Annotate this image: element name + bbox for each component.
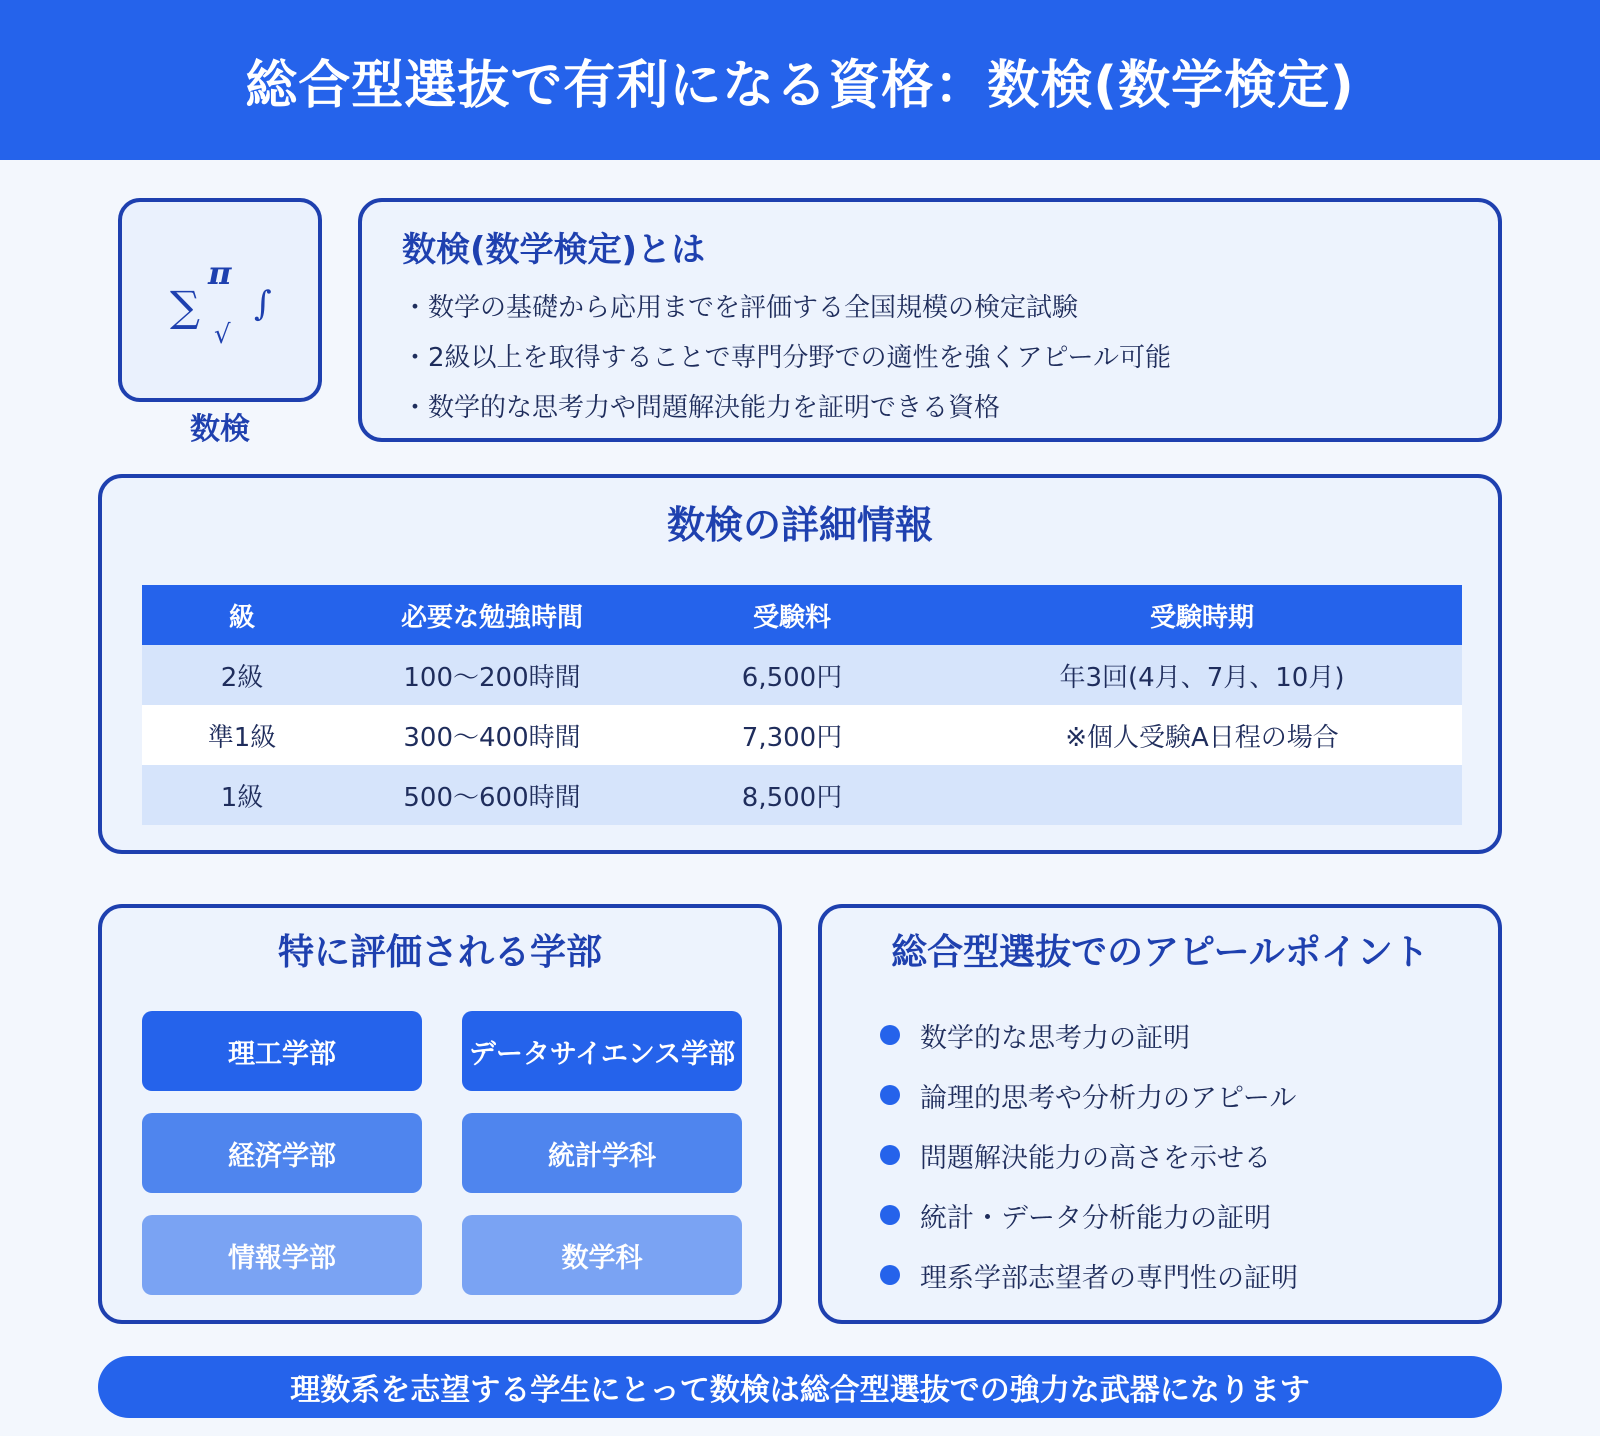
bullet-dot-icon xyxy=(880,1085,900,1105)
table-cell: 1級 xyxy=(142,765,342,825)
table-cell: 300〜400時間 xyxy=(342,705,642,765)
sqrt-icon: √ xyxy=(214,320,231,350)
list-item xyxy=(880,1245,1448,1305)
bullet-dot-icon xyxy=(880,1025,900,1045)
appeal-title: 総合型選抜でのアピールポイント xyxy=(891,932,1429,973)
table-cell: 年3回(4月、7月、10月) xyxy=(942,645,1462,705)
footer-text: 理数系を志望する学生にとって数検は総合型選抜での強力な武器になります xyxy=(290,1373,1310,1408)
table-row xyxy=(142,645,1462,705)
about-list xyxy=(402,283,1458,433)
faculties-card xyxy=(98,904,782,1324)
appeal-item-text: 理系学部志望者の専門性の証明 xyxy=(920,1262,1298,1294)
table-cell: ※個人受験A日程の場合 xyxy=(942,705,1462,765)
about-card xyxy=(358,198,1502,442)
table-row xyxy=(142,765,1462,825)
table-cell: 2級 xyxy=(142,645,342,705)
page-header xyxy=(0,0,1600,160)
column-header-study-time: 必要な勉強時間 xyxy=(342,585,642,645)
table-cell: 7,300円 xyxy=(642,705,942,765)
details-table xyxy=(142,585,1462,825)
list-item xyxy=(880,1125,1448,1185)
integral-icon: ∫ xyxy=(254,284,272,324)
page-title: 総合型選抜で有利になる資格：数検(数学検定) xyxy=(245,55,1355,116)
table-header-row xyxy=(142,585,1462,645)
faculty-chip: 情報学部 xyxy=(142,1215,422,1295)
pi-icon: π xyxy=(208,254,232,292)
icon-caption: 数検 xyxy=(190,412,250,447)
table-row xyxy=(142,705,1462,765)
appeal-item-text: 統計・データ分析能力の証明 xyxy=(920,1202,1271,1234)
appeal-list xyxy=(872,1005,1448,1305)
about-item: ・ 数学の基礎から応用までを評価する全国規模の検定試験 xyxy=(402,283,1458,333)
details-title: 数検の詳細情報 xyxy=(666,503,933,547)
list-item xyxy=(880,1005,1448,1065)
faculty-grid xyxy=(142,1011,738,1295)
bullet-dot-icon xyxy=(880,1265,900,1285)
table-cell: 準1級 xyxy=(142,705,342,765)
bullet-dot-icon xyxy=(880,1205,900,1225)
faculties-title: 特に評価される学部 xyxy=(277,932,602,973)
sigma-icon: ∑ xyxy=(170,282,200,331)
faculty-chip: 経済学部 xyxy=(142,1113,422,1193)
details-card xyxy=(98,474,1502,854)
table-cell: 6,500円 xyxy=(642,645,942,705)
math-symbol-icon xyxy=(118,198,322,402)
appeal-item-text: 数学的な思考力の証明 xyxy=(920,1022,1190,1054)
footer-banner xyxy=(98,1356,1502,1418)
column-header-fee: 受験料 xyxy=(642,585,942,645)
appeal-item-text: 論理的思考や分析力のアピール xyxy=(920,1082,1297,1114)
appeal-card xyxy=(818,904,1502,1324)
table-cell: 100〜200時間 xyxy=(342,645,642,705)
about-item: ・ 数学的な思考力や問題解決能力を証明できる資格 xyxy=(402,383,1458,433)
column-header-grade: 級 xyxy=(142,585,342,645)
about-title: 数検(数学検定)とは xyxy=(402,230,706,270)
bullet-dot-icon xyxy=(880,1145,900,1165)
faculty-chip: 理工学部 xyxy=(142,1011,422,1091)
faculty-chip: データサイエンス学部 xyxy=(462,1011,742,1091)
list-item xyxy=(880,1185,1448,1245)
table-cell: 500〜600時間 xyxy=(342,765,642,825)
faculty-chip: 数学科 xyxy=(462,1215,742,1295)
appeal-item-text: 問題解決能力の高さを示せる xyxy=(920,1142,1271,1174)
table-cell xyxy=(942,765,1462,825)
table-cell: 8,500円 xyxy=(642,765,942,825)
about-item: ・ 2級以上を取得することで専門分野での適性を強くアピール可能 xyxy=(402,333,1458,383)
list-item xyxy=(880,1065,1448,1125)
column-header-schedule: 受験時期 xyxy=(942,585,1462,645)
faculty-chip: 統計学科 xyxy=(462,1113,742,1193)
